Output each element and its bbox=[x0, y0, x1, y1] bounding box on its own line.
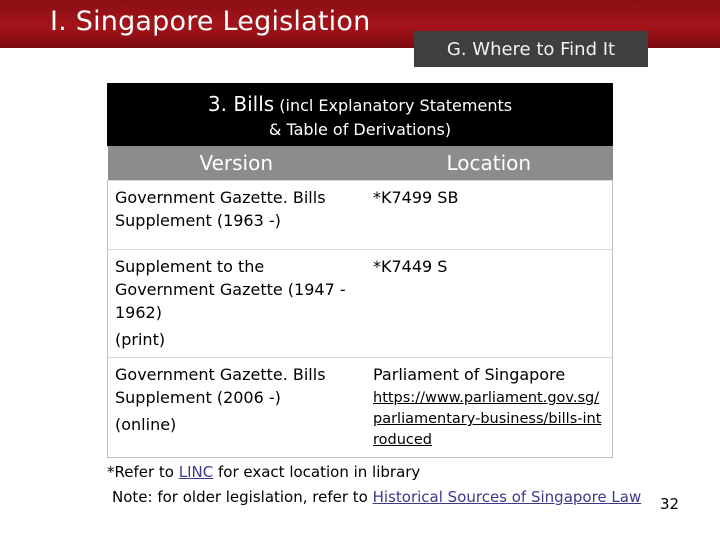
refer-note-suffix: for exact location in library bbox=[213, 463, 421, 481]
column-header-location: Location bbox=[365, 146, 613, 181]
subsection-label: G. Where to Find It bbox=[414, 31, 648, 67]
version-text: Government Gazette. Bills Supplement (1963 -) bbox=[115, 188, 326, 230]
section-header-subtitle: (incl Explanatory Statements bbox=[274, 96, 513, 115]
historical-sources-link[interactable]: Historical Sources of Singapore Law bbox=[372, 488, 642, 506]
table-row bbox=[108, 358, 613, 458]
version-cell bbox=[108, 181, 366, 250]
linc-link[interactable]: LINC bbox=[178, 463, 214, 481]
location-cell bbox=[365, 181, 613, 250]
version-cell bbox=[108, 358, 366, 458]
older-legislation-note bbox=[112, 488, 641, 506]
location-cell bbox=[365, 358, 613, 458]
refer-note-prefix: *Refer to bbox=[107, 463, 179, 481]
column-header-version: Version bbox=[108, 146, 366, 181]
location-text: *K7449 S bbox=[373, 257, 448, 276]
section-header-line2: & Table of Derivations) bbox=[268, 120, 452, 139]
older-note-prefix: Note: for older legislation, refer to bbox=[112, 488, 373, 506]
section-header-line1 bbox=[107, 92, 613, 116]
parliament-bills-link[interactable]: https://www.parliament.gov.sg/parliamentary-business/bills-introduced bbox=[373, 390, 602, 448]
slide-title: I. Singapore Legislation bbox=[50, 6, 371, 37]
location-text: *K7499 SB bbox=[373, 188, 459, 207]
version-format-note: (online) bbox=[115, 415, 177, 434]
version-text: Supplement to the Government Gazette (1947 - 1962) bbox=[115, 257, 346, 322]
table-header-row bbox=[108, 146, 613, 181]
page-number: 32 bbox=[660, 495, 680, 513]
location-text: Parliament of Singapore bbox=[373, 365, 566, 384]
version-cell bbox=[108, 250, 366, 358]
bills-table bbox=[107, 146, 613, 458]
table-row bbox=[108, 181, 613, 250]
table-row bbox=[108, 250, 613, 358]
section-header bbox=[107, 83, 613, 146]
version-text: Government Gazette. Bills Supplement (2006 -) bbox=[115, 365, 326, 407]
location-cell bbox=[365, 250, 613, 358]
version-format-note: (print) bbox=[115, 330, 166, 349]
refer-note bbox=[107, 463, 420, 481]
section-header-title: 3. Bills bbox=[207, 92, 275, 116]
